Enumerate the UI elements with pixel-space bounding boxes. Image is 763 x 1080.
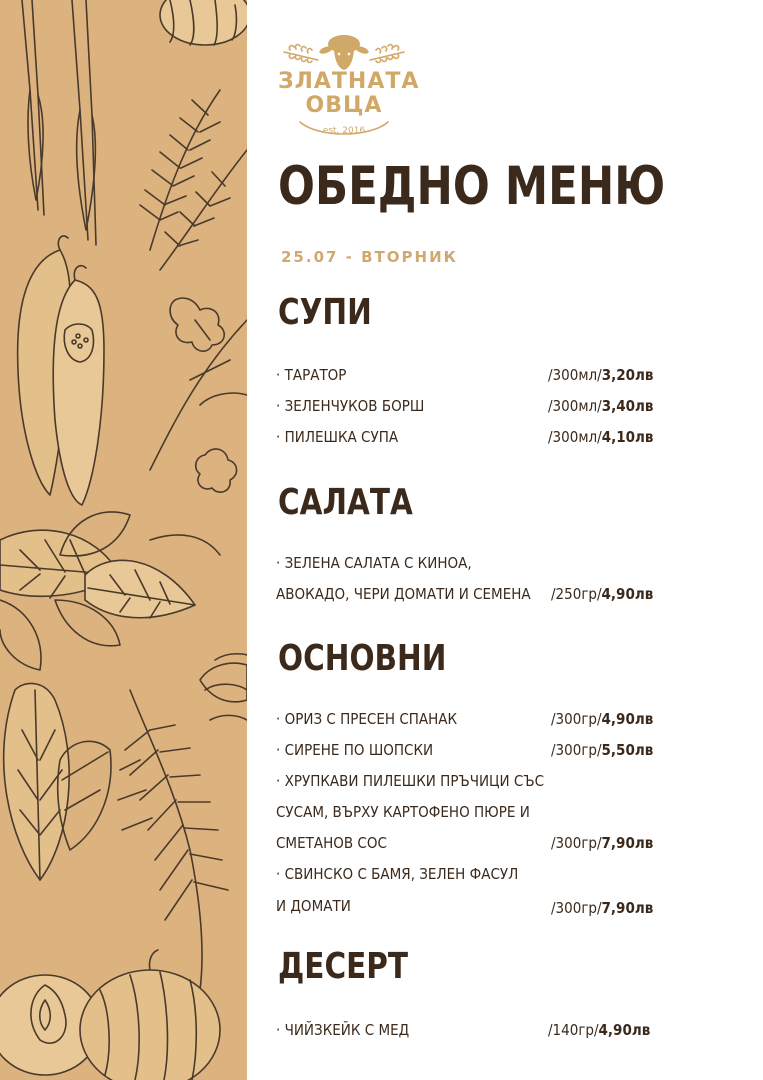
menu-item-price: /300гр/4,90лв [551, 710, 654, 728]
menu-item-price: /300мл/3,40лв [548, 397, 654, 415]
menu-item-name: · ТАРАТОР [276, 366, 347, 384]
menu-item-price: /300мл/4,10лв [548, 428, 654, 446]
menu-item-price: /250гр/4,90лв [551, 585, 654, 603]
section-title-mains: ОСНОВНИ [278, 638, 447, 679]
menu-item-price: /300гр/7,90лв [551, 899, 654, 917]
menu-title: ОБЕДНО МЕНЮ [278, 156, 666, 217]
brand-established: est. 2016 [322, 126, 366, 136]
menu-item-name-line2: И ДОМАТИ [276, 897, 351, 915]
menu-item-name-line1: · ЗЕЛЕНА САЛАТА С КИНОА, [276, 554, 472, 572]
brand-logo [278, 30, 420, 142]
menu-item-price: /300гр/5,50лв [551, 741, 654, 759]
brand-name-line1: ЗЛАТНАТА [278, 69, 420, 94]
section-title-soups: СУПИ [278, 292, 372, 333]
menu-item-name-line1: · СВИНСКО С БАМЯ, ЗЕЛЕН ФАСУЛ [276, 865, 519, 883]
menu-item-name: · ЗЕЛЕНЧУКОВ БОРШ [276, 397, 425, 415]
section-title-salad: САЛАТА [278, 482, 413, 523]
menu-date: 25.07 - ВТОРНИК [281, 248, 458, 266]
section-title-dessert: ДЕСЕРТ [278, 946, 409, 987]
menu-item-name-line2: СУСАМ, ВЪРХУ КАРТОФЕНО ПЮРЕ И [276, 803, 530, 821]
menu-item-name: · ОРИЗ С ПРЕСЕН СПАНАК [276, 710, 458, 728]
menu-item-name: · ЧИЙЗКЕЙК С МЕД [276, 1021, 410, 1039]
menu-item-name-line2: АВОКАДО, ЧЕРИ ДОМАТИ И СЕМЕНА [276, 585, 531, 603]
menu-item-price: /140гр/4,90лв [548, 1021, 651, 1039]
menu-item-price: /300мл/3,20лв [548, 366, 654, 384]
menu-item-name: · СИРЕНЕ ПО ШОПСКИ [276, 741, 434, 759]
menu-item-name-line3: СМЕТАНОВ СОС [276, 834, 387, 852]
menu-item-name-line1: · ХРУПКАВИ ПИЛЕШКИ ПРЪЧИЦИ СЪС [276, 772, 545, 790]
menu-item-price: /300гр/7,90лв [551, 834, 654, 852]
brand-name-line2: ОВЦА [305, 93, 383, 118]
herb-illustration-panel [0, 0, 247, 1080]
menu-item-name: · ПИЛЕШКА СУПА [276, 428, 399, 446]
